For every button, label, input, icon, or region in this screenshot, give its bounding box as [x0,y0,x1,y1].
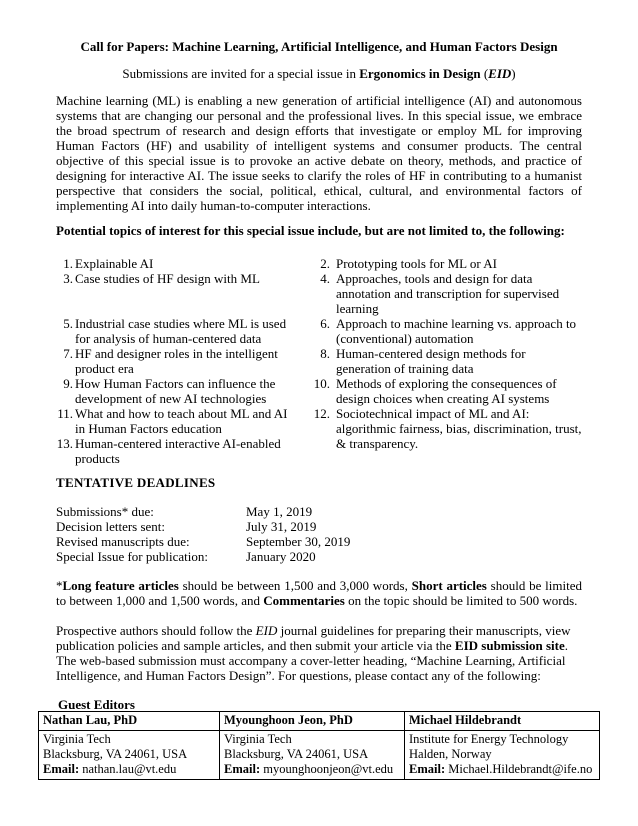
topic-item [53,436,293,466]
deadlines-heading: TENTATIVE DEADLINES [56,475,216,490]
editor-email-line [409,762,595,777]
page-title: Call for Papers: Machine Learning, Artificial Intelligence, and Human Factors Design [80,39,558,54]
deadline-row [56,549,416,564]
submission-text: Prospective authors should follow the [56,623,256,638]
editor-email[interactable]: myounghoonjeon@vt.edu [260,762,394,776]
journal-abbreviation: EID [488,66,512,81]
topics-list-right [306,256,583,451]
editor-detail-row [39,731,600,780]
email-label: Email: [224,762,261,776]
email-label: Email: [409,762,446,776]
topic-text: Case studies of HF design with ML [75,271,260,286]
long-feature-label: Long feature articles [62,578,179,593]
topic-text: Industrial case studies where ML is used for analysis of human-centered data [75,316,287,346]
topic-number: 12. [313,406,330,421]
topic-number: 1. [63,256,73,271]
topic-number: 9. [63,376,73,391]
topic-text: Approaches, tools and design for data annotation and transcription for supervised learning [336,271,560,316]
submission-text: . The web-based submission must accompany a cover-letter heading, “Machine Learning, Artificial Intelligence, and Human Factors Design”. For questions, please contact any of the following: [56,638,568,683]
topic-item [306,406,583,451]
topic-number: 13. [56,436,73,451]
topic-number: 2. [320,256,330,271]
deadline-label: Decision letters sent: [56,519,166,534]
editor-contact-cell [220,731,405,780]
deadline-date: January 2020 [246,549,316,564]
topic-text: Prototyping tools for ML or AI [336,256,497,271]
editor-email-line [224,762,400,777]
deadline-date: May 1, 2019 [246,504,313,519]
topic-number: 10. [313,376,330,391]
editor-org: Virginia Tech [43,732,111,746]
editor-name: Nathan Lau, PhD [39,712,220,731]
editor-name: Myounghoon Jeon, PhD [220,712,405,731]
length-text: should be between 1,500 and 3,000 words, [178,578,412,593]
length-text: should be limited to between 1,000 and 1,500 words, and [56,578,582,608]
topic-item [53,376,293,406]
topic-text: Methods of exploring the consequences of design choices when creating AI systems [336,376,557,406]
length-text: on the topic should be limited to 500 words. [344,593,578,608]
deadline-label: Special Issue for publication: [56,549,208,564]
topics-heading: Potential topics of interest for this special issue include, but are not limited to, the following: [56,223,565,238]
invite-open-paren: ( [480,66,489,81]
topics-list-left [53,256,293,466]
topic-number: 6. [320,316,330,331]
topic-item [306,271,583,316]
invite-prefix: Submissions are invited for a special issue in [122,66,360,81]
submission-site-link[interactable]: EID submission site [454,638,565,653]
deadline-date: July 31, 2019 [246,519,317,534]
topic-item [53,256,293,271]
editor-location: Blacksburg, VA 24061, USA [224,747,369,761]
topic-item [53,346,293,376]
intro-paragraph: Machine learning (ML) is enabling a new generation of artificial intelligence (AI) and autonomous systems that are changing our personal and the professional lives. In this special issue, we embrace the broad spectrum of research and design efforts that investigate or employ ML for improving Human Factors (HF) and usability of intelligent systems and consumer products. The central objective of this special issue is to provoke an active debate on theory, methods, and practice of designing for interactive AI. The issue seeks to clarify the roles of HF in contributing to a humanist perspective that considers the social, political, ethical, cultural, and environmental factors of implementing AI into daily human-to-computer interactions. [56,93,582,213]
footnote-star: * [56,578,63,593]
topic-number: 4. [320,271,330,286]
deadline-row [56,504,416,519]
topic-number: 3. [63,271,73,286]
short-articles-label: Short articles [411,578,487,593]
deadline-label: Revised manuscripts due: [56,534,190,549]
editor-contact-cell [39,731,220,780]
editor-email[interactable]: Michael.Hildebrandt@ife.no [445,762,593,776]
editor-org: Virginia Tech [224,732,292,746]
topic-text: How Human Factors can influence the development of new AI technologies [75,376,276,406]
editor-location: Blacksburg, VA 24061, USA [43,747,188,761]
invitation-line [0,66,638,81]
editor-contact-cell [405,731,600,780]
topic-text: Approach to machine learning vs. approach to (conventional) automation [336,316,577,346]
submission-paragraph [56,623,582,683]
topic-number: 7. [63,346,73,361]
topic-number: 5. [63,316,73,331]
topic-number: 8. [320,346,330,361]
guest-editors-heading: Guest Editors [58,697,135,712]
topic-text: What and how to teach about ML and AI in Human Factors education [75,406,288,436]
invite-close-paren: ) [511,66,516,81]
commentaries-label: Commentaries [263,593,345,608]
topic-item [306,376,583,406]
guest-editors-table [38,711,600,780]
journal-abbreviation: EID [255,623,278,638]
editor-email[interactable]: nathan.lau@vt.edu [79,762,177,776]
deadline-date: September 30, 2019 [246,534,351,549]
topic-text: HF and designer roles in the intelligent product era [75,346,278,376]
deadline-row [56,519,416,534]
topic-text: Sociotechnical impact of ML and AI: algorithmic fairness, bias, discrimination, trust, & transparency. [336,406,582,451]
topic-text: Human-centered design methods for generation of training data [336,346,526,376]
topic-item [53,316,293,346]
submission-text: journal guidelines for preparing their manuscripts, view publication policies and sample articles, and then submit your article via the [56,623,571,653]
editor-email-line [43,762,215,777]
journal-name: Ergonomics in Design [359,66,481,81]
topic-item [53,271,293,286]
topic-text: Human-centered interactive AI-enabled products [75,436,281,466]
topic-text: Explainable AI [75,256,154,271]
deadline-row [56,534,416,549]
editor-org: Institute for Energy Technology [409,732,569,746]
topic-item [306,256,583,271]
email-label: Email: [43,762,80,776]
editor-names-row [39,712,600,731]
topic-item [306,346,583,376]
topic-item [306,316,583,346]
article-length-paragraph [56,578,582,608]
topic-number: 11. [57,406,73,421]
editor-location: Halden, Norway [409,747,492,761]
editor-name: Michael Hildebrandt [405,712,600,731]
topic-item [53,406,293,436]
deadline-label: Submissions* due: [56,504,154,519]
